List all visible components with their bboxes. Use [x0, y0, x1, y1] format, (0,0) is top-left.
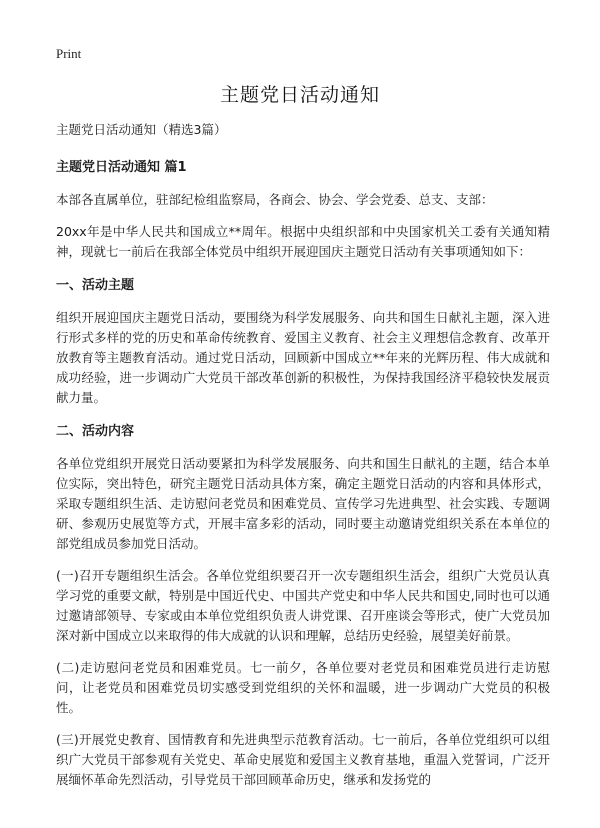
- greeting-paragraph: 本部各直属单位，驻部纪检组监察局，各商会、协会、学会党委、总支、支部：: [56, 192, 494, 207]
- content-item-1: (一)召开专题组织生活会。各单位党组织要召开一次专题组织生活会，组织广大党员认真学习党的重要文献，特别是中国近代史、中国共产党史和中华人民共和国史,同时也可以通过邀请部领导、专家或由本单位党组织负责人讲党课、召开座谈会等形式，使广大党员加深对新中国成立以来取得的伟大成就的认识和理解，总结历史经验，展望美好前景。: [56, 568, 550, 643]
- section-content-paragraph: 各单位党组织开展党日活动要紧扣为科学发展服务、向共和国生日献礼的主题，结合本单位实际，突出特色，研究主题党日活动具体方案，确定主题党日活动的内容和具体形式，采取专题组织生活、走访慰问老党员和困难党员、宣传学习先进典型、社会实践、专题调研、参观历史展览等方式，开展丰富多彩的活动，同时要主动邀请党组织关系在本单位的部党组成员参加党日活动。: [56, 456, 550, 551]
- document-subtitle: 主题党日活动通知（精选3篇）: [56, 122, 227, 137]
- section-heading-content: 二、活动内容: [56, 424, 135, 439]
- section-theme-paragraph: 组织开展迎国庆主题党日活动，要围绕为科学发展服务、向共和国生日献礼主题，深入进行形式多样的党的历史和革命传统教育、爱国主义教育、社会主义理想信念教育、改革开放教育等主题教育活动。通过党日活动，回顾新中国成立**年来的光辉历程、伟大成就和成功经验，进一步调动广大党员干部改革创新的积极性，为保持我国经济平稳较快发展贡献力量。: [56, 310, 550, 405]
- intro-paragraph: 20xx年是中华人民共和国成立**周年。根据中央组织部和中央国家机关工委有关通知精神，现就七一前后在我部全体党员中组织开展迎国庆主题党日活动有关事项通知如下：: [56, 224, 550, 259]
- print-link[interactable]: Print: [56, 46, 82, 61]
- page-title: 主题党日活动通知: [219, 84, 380, 106]
- content-item-2: (二)走访慰问老党员和困难党员。七一前夕，各单位要对老党员和困难党员进行走访慰问，让老党员和困难党员切实感受到党组织的关怀和温暖，进一步调动广大党员的积极性。: [56, 660, 550, 715]
- section-heading-theme: 一、活动主题: [56, 278, 135, 293]
- document-body: [56, 120, 550, 802]
- article-heading: 主题党日活动通知 篇1: [56, 160, 187, 175]
- content-item-3: (三)开展党史教育、国情教育和先进典型示范教育活动。七一前后，各单位党组织可以组织广大党员干部参观有关党史、革命史展览和爱国主义教育基地，重温入党誓词，广泛开展缅怀革命先烈活动，引导党员干部回顾革命历史，继承和发扬党的: [56, 732, 550, 787]
